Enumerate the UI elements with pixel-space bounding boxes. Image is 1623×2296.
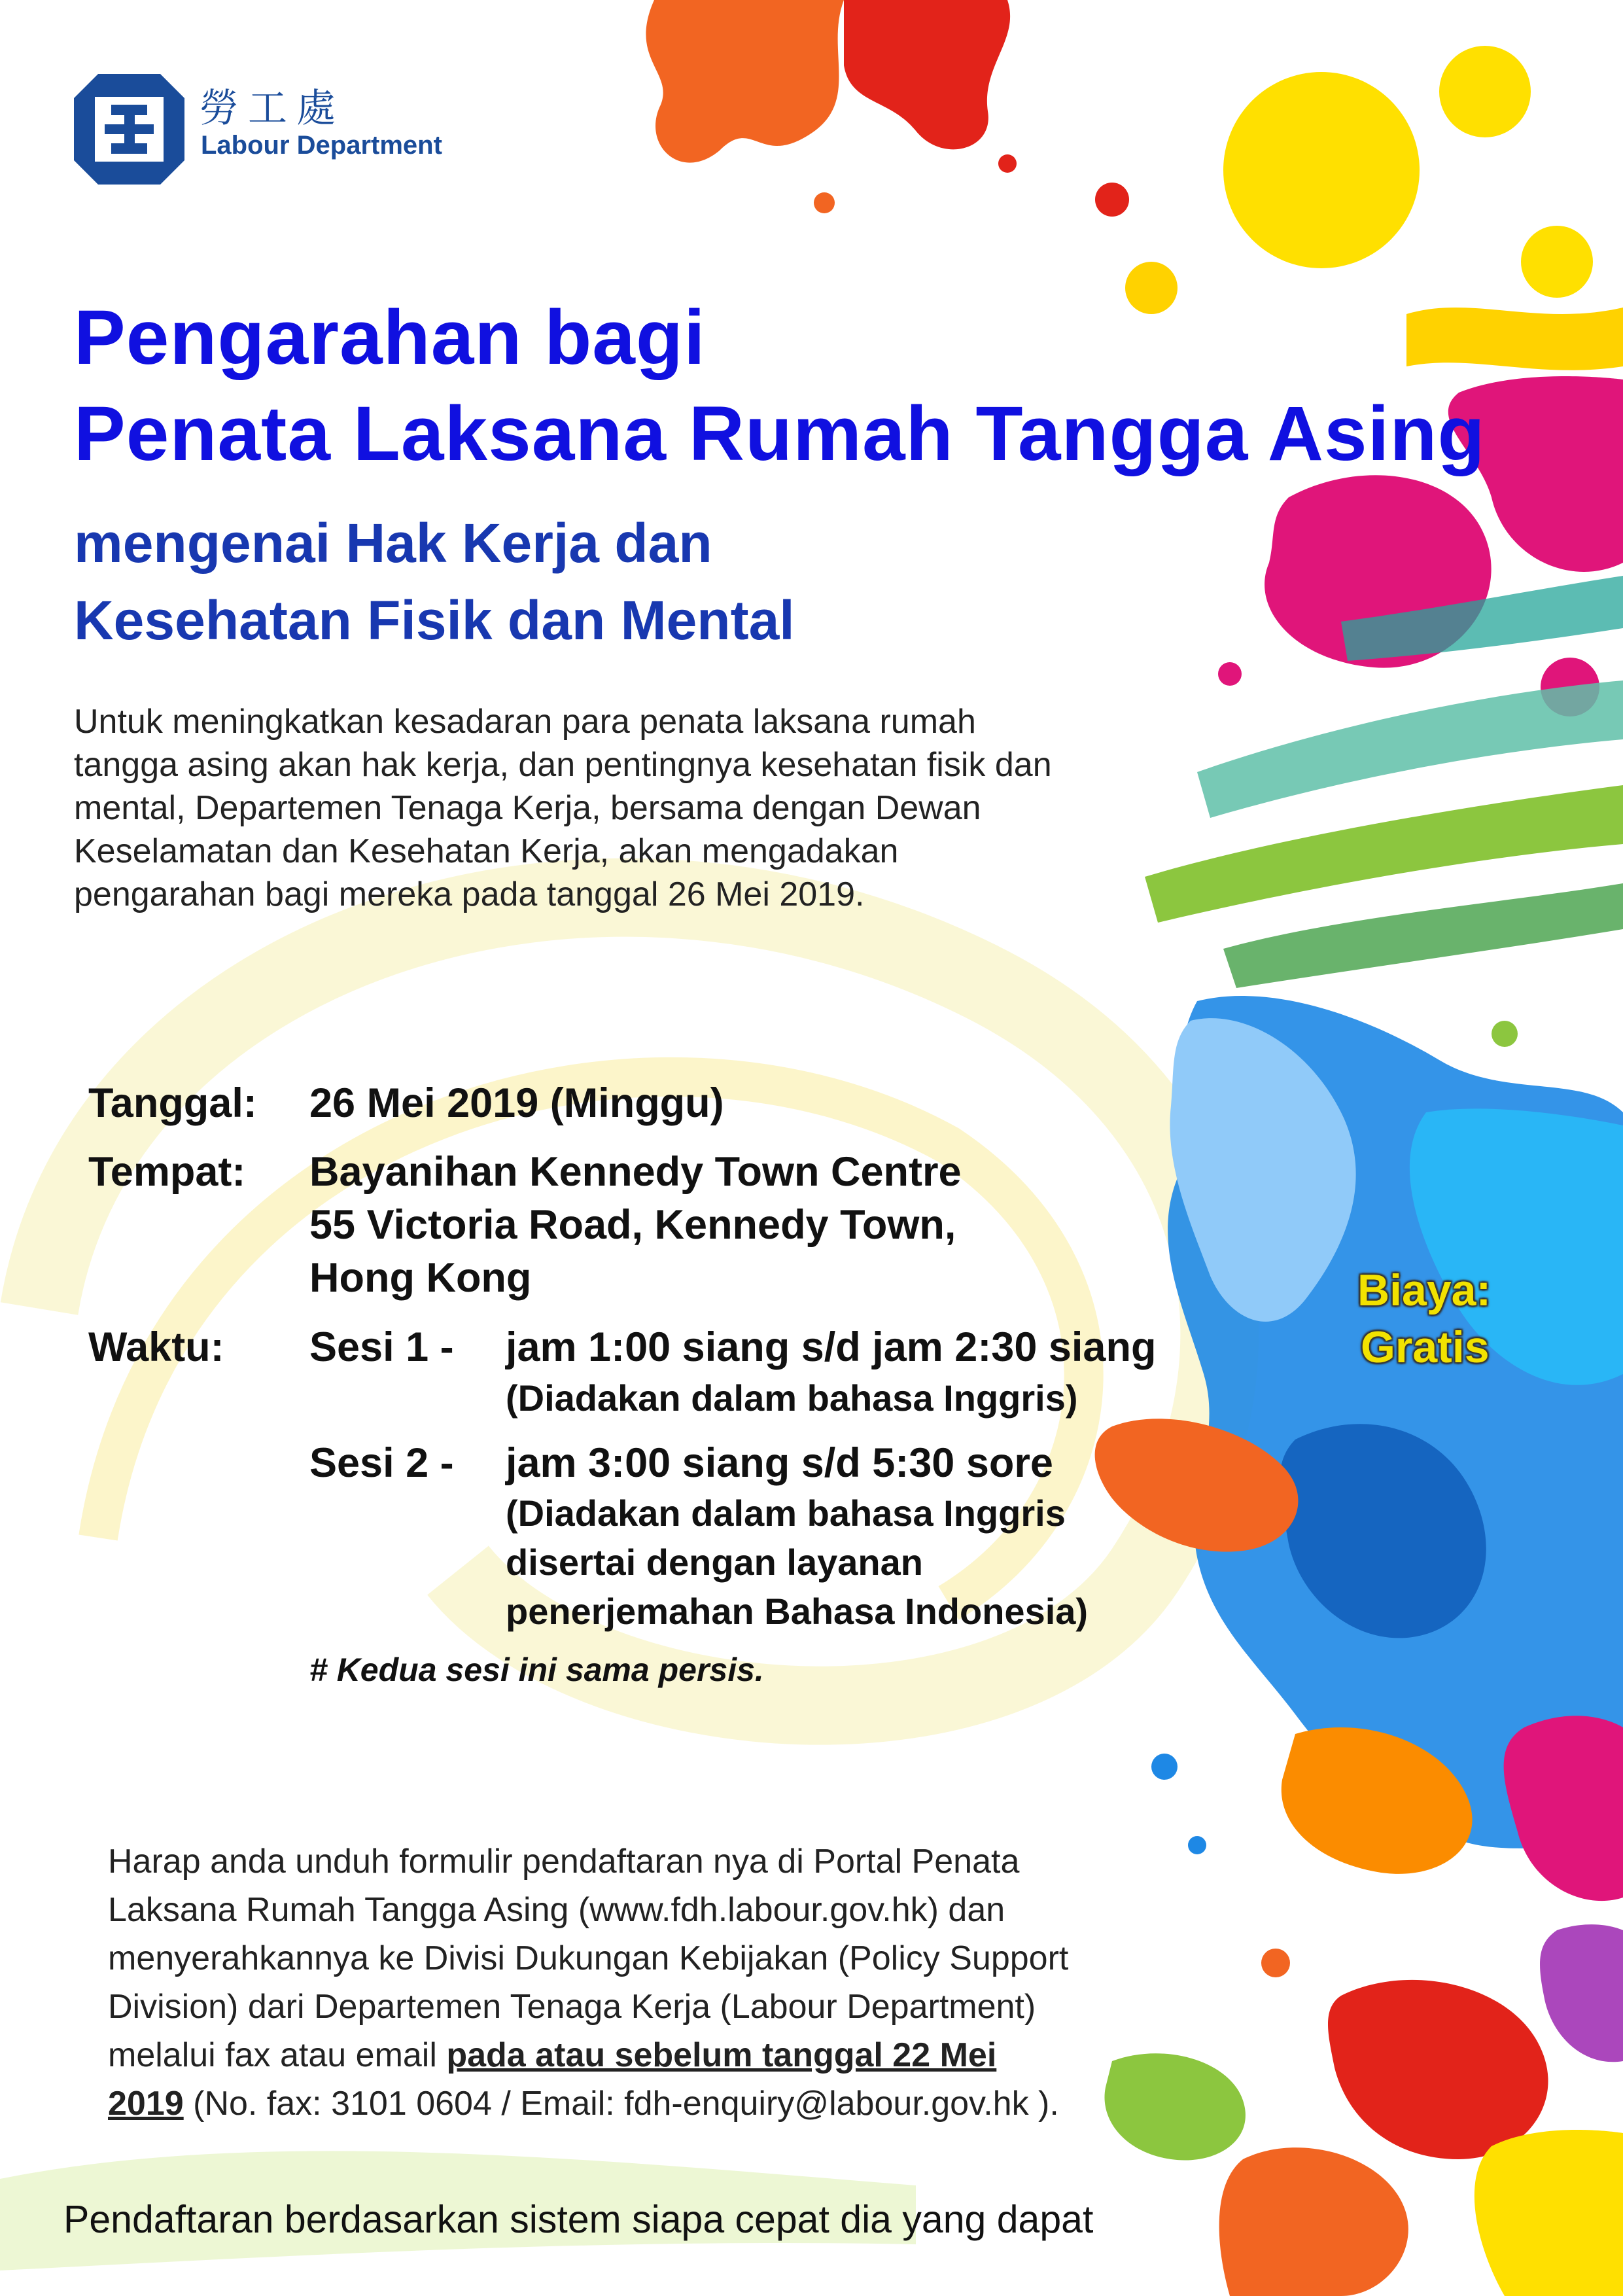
blue-dot-2	[1188, 1836, 1206, 1854]
magenta-splash-bottom	[1540, 1924, 1623, 2062]
subtitle-line-2: Kesehatan Fisik dan Mental	[74, 590, 795, 651]
registration-line: Harap anda unduh formulir pendaftaran nya di Portal Penata	[108, 1843, 1020, 1881]
orange-splash-bottom	[1219, 2147, 1408, 2296]
same-session-note: # Kedua sesi ini sama persis.	[309, 1651, 764, 1688]
intro-line: Untuk meningkatkan kesadaran para penata laksana rumah	[74, 703, 976, 741]
logo-english-name: Labour Department	[201, 131, 442, 160]
orange-dot-2	[1261, 1949, 1290, 1977]
venue-line: Hong Kong	[309, 1255, 532, 1301]
venue-line: 55 Victoria Road, Kennedy Town,	[309, 1202, 956, 1248]
magenta-splash-lower	[1504, 1716, 1623, 1901]
blue-dot-1	[1151, 1754, 1178, 1780]
red-dot-small	[998, 154, 1017, 173]
registration-line	[108, 2079, 1068, 2128]
green-dot	[1492, 1021, 1518, 1047]
yellow-splash-bottom	[1475, 2130, 1623, 2296]
title-line-1: Pengarahan bagi	[74, 294, 706, 381]
registration-line: menyerahkannya ke Divisi Dukungan Kebijakan (Policy Support	[108, 1939, 1069, 1977]
deadline-text: pada atau sebelum tanggal 22 Mei	[446, 2036, 997, 2074]
session-1-time: jam 1:00 siang s/d jam 2:30 siang	[506, 1324, 1157, 1370]
session-2-note: (Diadakan dalam bahasa Inggris	[506, 1492, 1066, 1534]
session-1-note: (Diadakan dalam bahasa Inggris)	[506, 1377, 1078, 1419]
venue-label: Tempat:	[88, 1149, 246, 1195]
intro-line: Keselamatan dan Kesehatan Kerja, akan mengadakan	[74, 832, 899, 870]
title-line-2: Penata Laksana Rumah Tangga Asing	[74, 391, 1486, 477]
intro-paragraph	[74, 700, 1173, 916]
session-2-label: Sesi 2 -	[309, 1440, 454, 1486]
time-label: Waktu:	[88, 1324, 224, 1370]
registration-paragraph	[108, 1837, 1068, 2128]
yellow-blob-1	[1223, 72, 1420, 268]
orange-dot	[814, 192, 835, 213]
registration-line: Division) dari Departemen Tenaga Kerja (Labour Department)	[108, 1988, 1036, 2026]
fee-value: Gratis	[1361, 1322, 1490, 1372]
red-splash-top	[844, 0, 1010, 149]
session-2-note: penerjemahan Bahasa Indonesia)	[506, 1591, 1089, 1632]
magenta-dot-2	[1218, 662, 1242, 686]
red-splash-bottom	[1328, 1980, 1548, 2159]
deadline-text: 2019	[108, 2085, 184, 2123]
fee-label: Biaya:	[1357, 1265, 1492, 1315]
yellow-streak	[1406, 308, 1623, 370]
yellow-blob-3	[1125, 262, 1178, 314]
intro-line: tangga asing akan hak kerja, dan pentingnya kesehatan fisik dan	[74, 746, 1052, 784]
red-dot	[1095, 183, 1129, 217]
venue-line: Bayanihan Kennedy Town Centre	[309, 1149, 962, 1195]
subtitle-line-1: mengenai Hak Kerja dan	[74, 512, 712, 574]
registration-line: Laksana Rumah Tangga Asing (www.fdh.labour.gov.hk) dan	[108, 1891, 1005, 1929]
session-1-label: Sesi 1 -	[309, 1324, 454, 1370]
contact-text: (No. fax: 3101 0604 / Email: fdh-enquiry@labour.gov.hk ).	[183, 2085, 1059, 2123]
date-label: Tanggal:	[88, 1080, 257, 1126]
orange-splash-top	[646, 0, 844, 163]
date-value: 26 Mei 2019 (Minggu)	[309, 1080, 724, 1126]
green-splash-bottom	[1104, 2053, 1245, 2160]
yellow-blob-2	[1439, 46, 1531, 137]
footer-note: Pendaftaran berdasarkan sistem siapa cepat dia yang dapat	[63, 2198, 1094, 2241]
labour-department-logo-icon	[74, 74, 184, 185]
session-2-time: jam 3:00 siang s/d 5:30 sore	[506, 1440, 1053, 1486]
registration-text: melalui fax atau email	[108, 2036, 447, 2074]
green-streak-2	[1223, 883, 1623, 988]
intro-line: mental, Departemen Tenaga Kerja, bersama dengan Dewan	[74, 789, 981, 827]
registration-line	[108, 2031, 1068, 2079]
session-2-note: disertai dengan layanan	[506, 1542, 923, 1583]
intro-line: pengarahan bagi mereka pada tanggal 26 Mei 2019.	[74, 875, 865, 913]
logo-chinese-name: 勞工處	[200, 86, 345, 132]
yellow-blob-4	[1521, 226, 1593, 298]
